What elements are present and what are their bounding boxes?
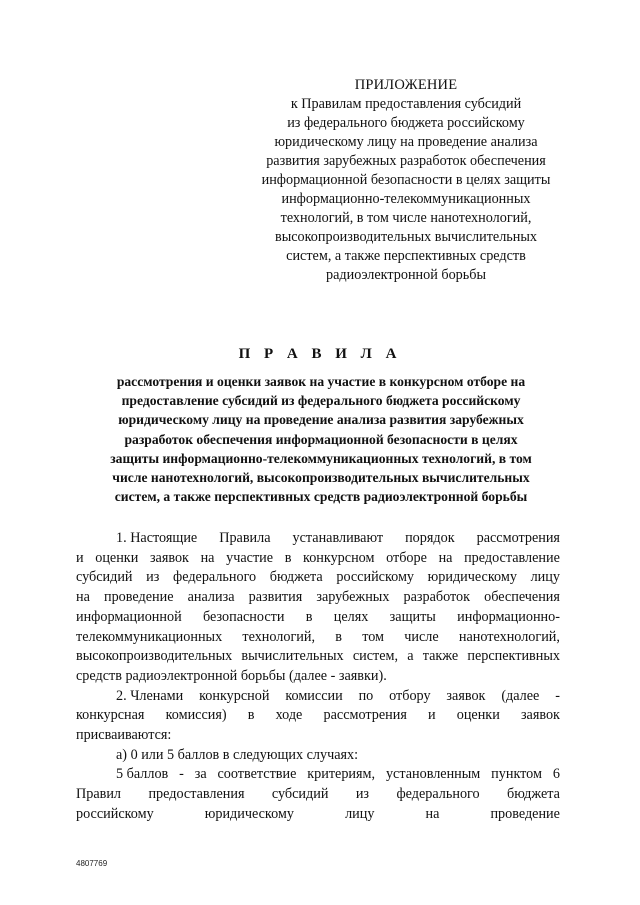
word: 2. Членами xyxy=(116,687,184,704)
word: предоставление xyxy=(464,549,560,566)
word: заявок xyxy=(520,707,560,724)
word: комиссия) xyxy=(165,707,227,724)
word: и xyxy=(428,707,436,724)
word: лицу xyxy=(530,569,560,586)
word: информационной xyxy=(76,608,182,625)
body-line xyxy=(76,588,560,608)
word: субсидий xyxy=(76,569,133,586)
word: - xyxy=(555,687,560,704)
annex-line: юридическому лицу на проведение анализа xyxy=(274,134,538,150)
body-line xyxy=(76,628,560,648)
word: федерального xyxy=(173,569,257,586)
word: проведение xyxy=(104,589,174,606)
subtitle-line: юридическому лицу на проведение анализа развития зарубежных xyxy=(118,412,524,428)
body-line: а) 0 или 5 баллов в следующих случаях: xyxy=(116,746,359,763)
annex-line: информационной безопасности в целях защиты xyxy=(261,172,551,188)
body-line xyxy=(76,785,560,805)
annex-line: систем, а также перспективных средств xyxy=(286,248,526,264)
paragraph-4 xyxy=(76,765,560,824)
word: зарубежных xyxy=(316,589,390,606)
word: и xyxy=(76,549,84,566)
word: 5 баллов xyxy=(116,766,169,783)
word: также xyxy=(422,648,459,665)
body-line xyxy=(76,529,560,549)
subtitle-line: рассмотрения и оценки заявок на участие в конкурсном отборе на xyxy=(116,374,526,389)
body-line xyxy=(76,568,560,588)
word: систем, xyxy=(352,648,399,665)
word: участие xyxy=(226,549,274,566)
word: на xyxy=(425,805,440,822)
word: на xyxy=(200,549,215,566)
document-code: 4807769 xyxy=(76,859,108,868)
word: ходе xyxy=(275,707,303,724)
word: обеспечения xyxy=(484,589,560,606)
word: технологий, xyxy=(242,628,316,645)
annex-line: из федерального бюджета российскому xyxy=(287,115,525,131)
word: конкурсная xyxy=(76,707,145,724)
word: бюджета xyxy=(269,569,323,586)
word: а xyxy=(407,648,414,665)
word: рассмотрения xyxy=(476,530,560,546)
word: том xyxy=(362,628,385,645)
word: критериям, xyxy=(307,766,376,783)
paragraph-1 xyxy=(76,529,560,687)
paragraph-2 xyxy=(76,687,560,746)
word: в xyxy=(247,707,255,724)
word: отборе xyxy=(386,549,427,566)
word: развития xyxy=(248,589,303,606)
word: в xyxy=(335,628,342,645)
word: нанотехнологий, xyxy=(458,628,560,645)
rules-heading: П Р А В И Л А xyxy=(238,346,402,362)
word: субсидий xyxy=(271,786,329,803)
word: Правила xyxy=(219,530,271,546)
word: лицу xyxy=(345,805,375,822)
annex-line: радиоэлектронной борьбы xyxy=(326,267,486,283)
annex-line: высокопроизводительных вычислительных xyxy=(275,229,537,245)
word: комиссии xyxy=(285,687,343,704)
word: порядок xyxy=(405,530,455,546)
word: на xyxy=(76,589,90,606)
word: вычислительных xyxy=(241,648,344,665)
subtitle-line: разработок обеспечения информационной безопасности в целях xyxy=(124,431,518,447)
word: перспективных xyxy=(467,648,560,665)
body-line xyxy=(76,608,560,628)
annex-line: развития зарубежных разработок обеспечения xyxy=(266,153,546,169)
word: в xyxy=(284,549,292,566)
word: - xyxy=(179,766,184,783)
body-line xyxy=(76,706,560,726)
body-line xyxy=(76,549,560,569)
subtitle-line: систем, а также перспективных средств радиоэлектронной борьбы xyxy=(114,489,528,505)
body-text xyxy=(76,529,560,825)
word: заявок xyxy=(446,687,486,704)
word: телекоммуникационных xyxy=(76,628,223,645)
word: по xyxy=(358,687,374,704)
word: конкурсной xyxy=(199,687,270,704)
word: из xyxy=(355,786,370,803)
word: 1. Настоящие xyxy=(116,530,198,546)
word: оценки xyxy=(456,707,500,724)
word: информационно- xyxy=(457,608,560,625)
body-line xyxy=(76,805,560,825)
word: разработок xyxy=(403,589,471,606)
paragraph-3 xyxy=(76,746,560,766)
subtitle-line: защиты информационно-телекоммуникационных технологий, в том xyxy=(110,450,532,466)
word: устанавливают xyxy=(292,530,384,546)
word: оценки xyxy=(95,549,139,566)
word: федерального xyxy=(396,786,480,803)
body-line: средств радиоэлектронной борьбы (далее - заявки). xyxy=(76,667,387,684)
body-line xyxy=(76,687,560,707)
subtitle-line: числе нанотехнологий, высокопроизводительных вычислительных xyxy=(112,470,530,486)
body-line xyxy=(76,765,560,785)
word: бюджета xyxy=(507,786,560,803)
word: 6 xyxy=(552,766,560,783)
word: отбору xyxy=(389,687,431,704)
body-line: присваиваются: xyxy=(76,727,172,744)
body-line xyxy=(76,647,560,667)
rules-subtitle xyxy=(76,372,566,506)
annex-line: информационно-телекоммуникационных xyxy=(281,191,531,207)
word: из xyxy=(146,569,160,586)
word: рассмотрения xyxy=(323,707,407,724)
annex-line: к Правилам предоставления субсидий xyxy=(290,96,522,112)
word: установленным xyxy=(385,766,481,783)
word: за xyxy=(194,766,207,783)
word: российскому xyxy=(76,805,154,822)
word: конкурсном xyxy=(303,549,375,566)
annex-block xyxy=(258,76,554,285)
word: юридическому xyxy=(427,569,517,586)
word: предоставления xyxy=(148,786,245,803)
word: Правил xyxy=(76,786,122,803)
word: юридическому xyxy=(204,805,294,822)
annex-line: технологий, в том числе нанотехнологий, xyxy=(280,210,532,226)
word: российскому xyxy=(336,569,415,586)
word: целях xyxy=(333,608,369,625)
word: заявок xyxy=(149,549,189,566)
word: высокопроизводительных xyxy=(76,648,233,665)
word: защиты xyxy=(389,608,436,625)
subtitle-line: предоставление субсидий из федерального бюджета российскому xyxy=(121,393,521,409)
word: числе xyxy=(404,628,439,645)
word: анализа xyxy=(187,589,235,606)
word: безопасности xyxy=(203,608,285,625)
word: соответствие xyxy=(217,766,297,783)
word: на xyxy=(438,549,453,566)
word: (далее xyxy=(501,687,540,704)
word: проведение xyxy=(490,805,560,822)
word: в xyxy=(305,608,313,625)
annex-title: ПРИЛОЖЕНИЕ xyxy=(354,77,458,93)
word: пунктом xyxy=(491,766,542,783)
